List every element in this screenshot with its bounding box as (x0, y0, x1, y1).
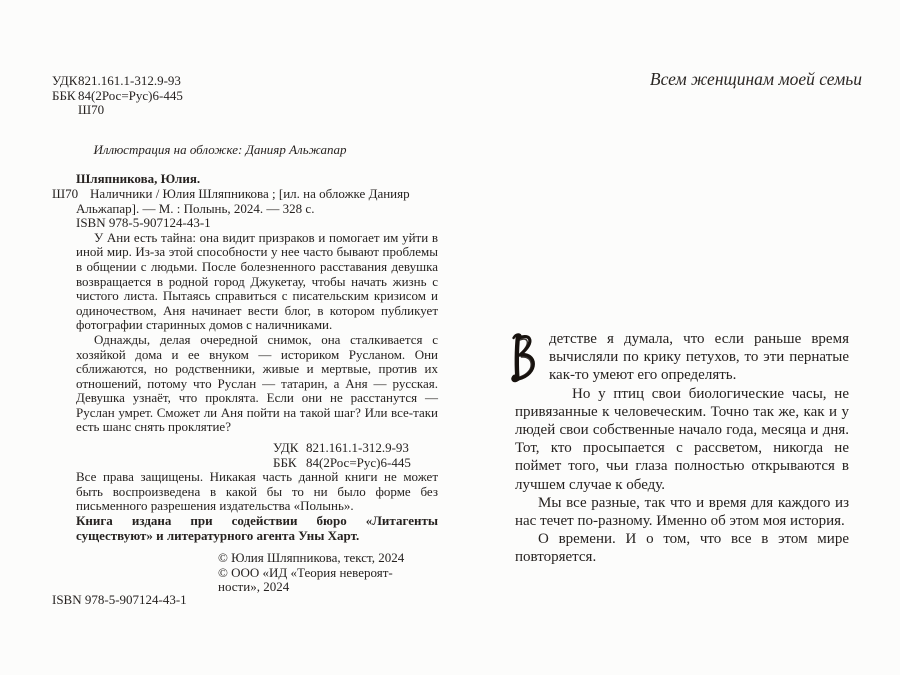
bbk-footer-line (273, 456, 438, 471)
udk-bbk-block (52, 74, 438, 118)
dedication: Всем женщинам моей семьи (649, 69, 862, 89)
card-isbn: ISBN 978-5-907124-43-1 (76, 215, 211, 231)
paragraph: Но у птиц свои биологические часы, не привязанные к человеческим. Точно так же, как и у людей свои собственные начало года, месяца и дня. Тот, кто просыпается с рассветом, никогда не поймет того, чьи глаза полностью открываются в лучшем случае к обеду. (515, 385, 849, 493)
first-paragraph (515, 330, 849, 385)
bibliographic-text: Наличники / Юлия Шляпникова ; [ил. на обложке Данияр Альжапар]. — М. : Полынь, 2024. — 328 с. (76, 185, 410, 216)
bbk-footer-label: ББК (273, 454, 297, 470)
author-sign-line (52, 103, 438, 118)
bbk-line (52, 89, 438, 104)
bibliographic-description (52, 185, 438, 216)
bbk-value: 84(2Рос=Рус)6-445 (78, 87, 183, 103)
copyright-line-3: ности», 2024 (218, 579, 290, 595)
catalog-code: Ш70 (52, 185, 79, 201)
catalog-card (52, 171, 438, 595)
author-heading: Шляпникова, Юлия. (76, 171, 201, 187)
author-sign-value: Ш70 (78, 102, 105, 118)
chapter-opening-text (515, 330, 849, 567)
annotation-paragraph-1: У Ани есть тайна: она видит призраков и помогает им уйти в иной мир. Из-за этой способности у нее часто бывают проблемы в общении с людьми. После болезненного расставания девушка возвращается в родной город Джукетау, чтобы начать жизнь с чистого листа. Пытаясь справиться с писательским кризисом и одиночеством, Аня начинает вести блог, в котором публикует фотографии старинных домов с наличниками. (76, 229, 438, 333)
drop-cap-letter (510, 332, 547, 385)
copyright-page (52, 73, 438, 607)
paragraph: Мы все разные, так что и время для каждого из нас течет по-разному. Именно об этом моя история. (515, 494, 849, 530)
rights-notice: Все права защищены. Никакая часть данной книги не может быть воспроизведена в какой бы то ни было форме без письменного разрешения издательства «Полынь». (76, 469, 438, 514)
udk-footer-line (273, 441, 438, 456)
opening-page (515, 69, 862, 567)
udk-bbk-footer (273, 441, 438, 470)
udk-footer-value: 821.161.1-312.9-93 (306, 440, 409, 456)
copyright-line-2: © ООО «ИД «Теория невероят- (218, 564, 393, 580)
bbk-footer-value: 84(2Рос=Рус)6-445 (306, 454, 411, 470)
copyright-block (218, 551, 438, 595)
agency-note: Книга издана при содействии бюро «Литагенты существуют» и литературного агента Уны Харт. (76, 513, 438, 543)
paragraph: О времени. И о том, что все в этом мире повторяется. (515, 531, 849, 566)
udk-value: 821.161.1-312.9-93 (78, 73, 181, 88)
annotation-paragraph-2: Однажды, делая очередной снимок, она сталкивается с хозяйкой дома и ее внуком — историком Русланом. Они сближаются, но родственники, живые и мертвые, против их отношений, потому что Руслан — татарин, а Аня — русская. Девушка узнаёт, что проклята. Если они не расстанутся — Руслан умрет. Сможет ли Аня пойти на такой шаг? Или все-таки есть шанс снять проклятие? (76, 331, 438, 435)
udk-footer-label: УДК (273, 440, 299, 456)
bbk-label: ББК (52, 87, 76, 103)
copyright-line-1: © Юлия Шляпникова, текст, 2024 (218, 550, 405, 566)
udk-line (52, 74, 438, 89)
hand-inked-letter-v-icon (510, 332, 544, 384)
cover-illustration-credit: Иллюстрация на обложке: Данияр Альжапар (93, 141, 347, 157)
udk-label: УДК (52, 73, 78, 88)
paragraph-text: детстве я думала, что если раньше время вычисляли по крику петухов, то эти пернатые как-то умеют его определять. (549, 331, 849, 384)
isbn-bottom: ISBN 978-5-907124-43-1 (52, 592, 187, 607)
